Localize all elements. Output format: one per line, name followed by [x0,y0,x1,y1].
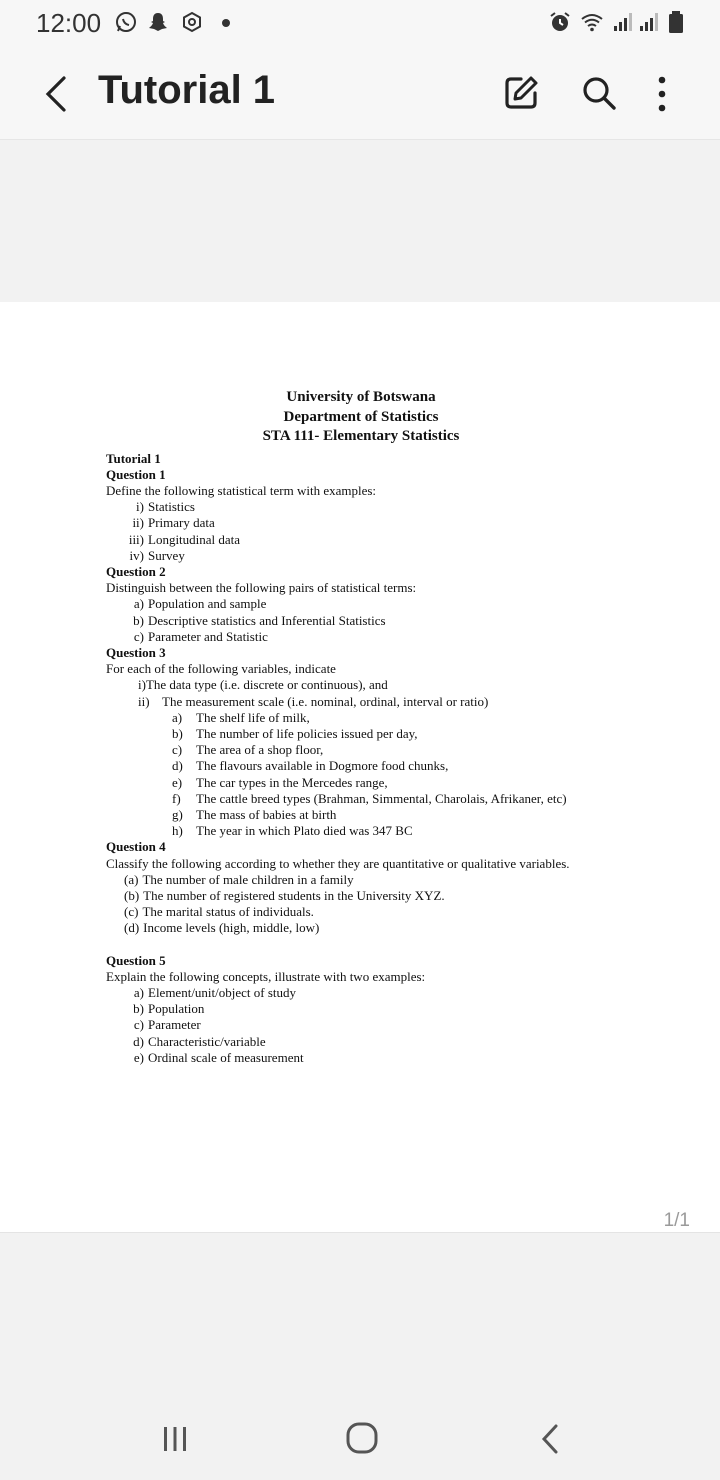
list-item: (a) The number of male children in a family [124,871,354,887]
battery-icon [664,10,688,34]
edit-icon[interactable] [502,74,540,112]
document-header [96,388,626,447]
question-5-prompt: Explain the following concepts, illustrate with two examples: [106,968,426,984]
list-item: c) Parameter and Statistic [133,628,268,644]
list-item: b) Descriptive statistics and Inferential Statistics [133,612,386,628]
alarm-icon [548,10,572,34]
nav-back-icon[interactable] [536,1422,564,1456]
question-2-title: Question 2 [106,563,166,579]
question-1-title: Question 1 [106,466,166,482]
list-item: a) Population and sample [133,596,267,612]
list-item: g) The mass of babies at birth [172,806,337,822]
list-item: a) The shelf life of milk, [172,709,310,725]
pdf-page[interactable] [0,302,720,1232]
question-4-prompt: Classify the following according to whether they are quantitative or qualitative variables. [106,855,570,871]
list-item: iv) Survey [129,547,185,563]
list-item: (c) The marital status of individuals. [124,904,314,920]
list-item: b) The number of life policies issued per day, [172,725,418,741]
list-item: i) Statistics [136,499,195,515]
app-bar [0,46,720,140]
question-5-title: Question 5 [106,952,166,968]
home-icon[interactable] [344,1420,380,1456]
signal-icon-2 [636,10,660,34]
header-course: STA 111- Elementary Statistics [262,428,460,444]
page-title: Tutorial 1 [98,68,276,112]
list-item: f) The cattle breed types (Brahman, Simmental, Charolais, Afrikaner, etc) [172,790,567,806]
recent-apps-icon[interactable] [160,1424,190,1454]
header-department: Department of Statistics [283,408,439,425]
status-time: 12:00 [36,8,102,38]
back-arrow-icon[interactable] [36,72,76,116]
list-item: (b) The number of registered students in the University XYZ. [124,887,445,903]
wifi-icon [580,10,604,34]
list-item: c) Parameter [133,1017,201,1033]
question-3-title: Question 3 [106,644,166,660]
list-item: b) Population [133,1001,205,1017]
navigation-bar [0,1398,720,1480]
list-item: c) The area of a shop floor, [172,742,324,758]
signal-icon-1 [610,10,634,34]
header-university: University of Botswana [286,389,436,405]
list-item: ii) Primary data [132,515,215,531]
search-icon[interactable] [580,74,618,112]
list-item: i) The data type (i.e. discrete or continuous), and [138,677,388,693]
list-item: ii) The measurement scale (i.e. nominal, ordinal, interval or ratio) [138,693,489,709]
question-2-prompt: Distinguish between the following pairs of statistical terms: [106,580,417,596]
viewer-background-bottom [0,1232,720,1398]
list-item: d) The flavours available in Dogmore food chunks, [172,758,449,774]
list-item: h) The year in which Plato died was 347 BC [172,823,413,839]
list-item: d) Characteristic/variable [133,1033,266,1049]
list-item: e) The car types in the Mercedes range, [172,774,388,790]
list-item: (d) Income levels (high, middle, low) [124,920,320,936]
status-bar [0,0,720,46]
snapchat-icon [146,10,170,34]
list-item: e) Ordinal scale of measurement [133,1049,304,1065]
question-1-prompt: Define the following statistical term with examples: [106,482,377,498]
viewer-background [0,140,720,302]
more-options-icon[interactable] [650,74,674,114]
question-3-prompt: For each of the following variables, indicate [106,661,336,677]
whatsapp-icon [114,10,138,34]
document-content [106,388,626,1066]
notification-dot [222,19,230,27]
question-4-title: Question 4 [106,839,166,855]
chatgpt-icon [180,10,204,34]
tutorial-label: Tutorial 1 [106,450,161,466]
list-item: a) Element/unit/object of study [133,985,297,1000]
page-indicator: 1/1 [663,1210,690,1231]
list-item: iii) Longitudinal data [128,531,241,547]
